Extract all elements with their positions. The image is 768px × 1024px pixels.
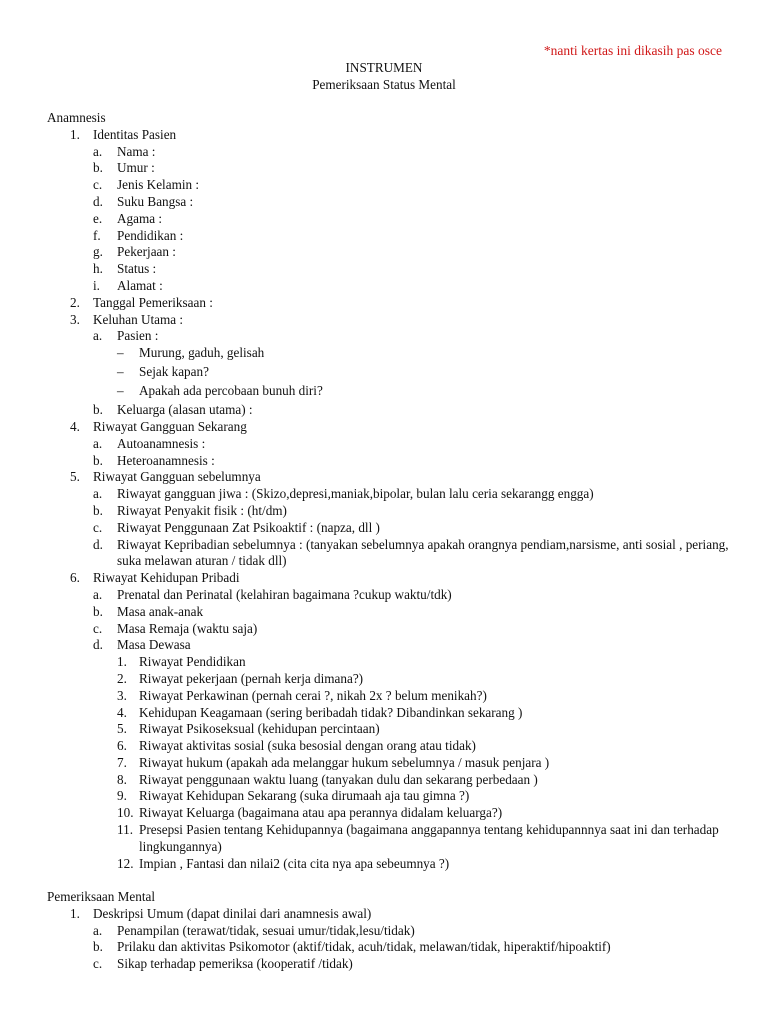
list-marker: d.: [93, 637, 103, 653]
list-item-text: Masa Dewasa: [117, 637, 191, 653]
list-marker: 1.: [117, 654, 127, 670]
sub-item: [47, 261, 747, 278]
sub-item: [47, 278, 747, 295]
list-item-text: Umur :: [117, 160, 155, 176]
numbered-sub-item: [47, 671, 747, 688]
list-marker: h.: [93, 261, 103, 277]
numbered-sub-item: [47, 654, 747, 671]
list-item-text: Kehidupan Keagamaan (sering beribadah tidak? Dibandinkan sekarang ): [139, 704, 523, 720]
numbered-sub-item: [47, 721, 747, 738]
list-item-text: Sikap terhadap pemeriksa (kooperatif /tidak): [117, 956, 353, 972]
sub-item: [47, 621, 747, 638]
list-marker: a.: [93, 143, 103, 159]
list-item-text: Presepsi Pasien tentang Kehidupannya (bagaimana anggapannya tentang kehidupannnya saat ini dan terhadap lingkungannya): [139, 822, 719, 854]
list-marker: a.: [93, 435, 103, 451]
list-marker: 8.: [117, 771, 127, 787]
list-marker: 1.: [70, 126, 80, 142]
osce-note: *nanti kertas ini dikasih pas osce: [543, 43, 722, 58]
list-marker: 3.: [117, 687, 127, 703]
list-marker: –: [117, 345, 124, 361]
list-item-text: Riwayat Pendidikan: [139, 654, 246, 670]
list-item-text: Tanggal Pemeriksaan :: [93, 294, 213, 310]
list-marker: b.: [93, 160, 103, 176]
list-item-text: Riwayat aktivitas sosial (suka besosial dengan orang atau tidak): [139, 738, 476, 754]
dash-item: [47, 364, 747, 383]
numbered-sub-item: [47, 688, 747, 705]
list-item-text: Murung, gaduh, gelisah: [139, 345, 265, 361]
list-marker: 1.: [70, 905, 80, 921]
sub-item: [47, 144, 747, 161]
sub-item: [47, 160, 747, 177]
sub-item: [47, 244, 747, 261]
section-heading-anamnesis: Anamnesis: [47, 110, 106, 125]
list-item-text: Riwayat Psikoseksual (kehidupan percintaan): [139, 721, 380, 737]
sub-item: [47, 604, 747, 621]
sub-item: [47, 503, 747, 520]
numbered-sub-item: [47, 755, 747, 772]
list-item-text: Riwayat pekerjaan (pernah kerja dimana?): [139, 670, 364, 686]
list-item-text: Pasien :: [117, 328, 159, 344]
list-item-text: Riwayat penggunaan waktu luang (tanyakan dulu dan sekarang perbedaan ): [139, 771, 538, 787]
list-marker: b.: [93, 452, 103, 468]
list-item-text: Riwayat Kehidupan Sekarang (suka dirumaah aja tau gimna ?): [139, 788, 470, 804]
list-item: [47, 419, 747, 436]
sub-item: [47, 436, 747, 453]
list-marker: a.: [93, 486, 103, 502]
list-item-text: Penampilan (terawat/tidak, sesuai umur/tidak,lesu/tidak): [117, 922, 415, 938]
sub-item: [47, 402, 747, 419]
list-item-text: Heteroanamnesis :: [117, 452, 215, 468]
list-marker: 2.: [70, 294, 80, 310]
sub-item: [47, 228, 747, 245]
list-item-text: Riwayat Keluarga (bagaimana atau apa perannya didalam keluarga?): [139, 805, 503, 821]
list-item: [47, 312, 747, 329]
list-item-text: Keluarga (alasan utama) :: [117, 402, 253, 418]
numbered-sub-item: [47, 856, 747, 873]
list-item-text: Prenatal dan Perinatal (kelahiran bagaimana ?cukup waktu/tdk): [117, 586, 452, 602]
list-item-text: Riwayat Gangguan sebelumnya: [93, 469, 261, 485]
list-item-text: Riwayat Kehidupan Pribadi: [93, 570, 240, 586]
list-marker: 6.: [70, 570, 80, 586]
list-marker: b.: [93, 939, 103, 955]
list-marker: c.: [93, 519, 103, 535]
dash-item: [47, 345, 747, 364]
sub-item: [47, 520, 747, 537]
sub-item: [47, 211, 747, 228]
list-marker: 9.: [117, 788, 127, 804]
list-marker: 5.: [70, 469, 80, 485]
list-marker: a.: [93, 586, 103, 602]
list-marker: d.: [93, 193, 103, 209]
list-item-text: Alamat :: [117, 277, 163, 293]
list-marker: c.: [93, 956, 103, 972]
list-item-text: Agama :: [117, 210, 163, 226]
list-marker: 10.: [117, 805, 134, 821]
sub-item: [47, 637, 747, 654]
numbered-sub-item: [47, 788, 747, 805]
list-marker: a.: [93, 328, 103, 344]
list-marker: 6.: [117, 738, 127, 754]
list-item: [47, 906, 747, 923]
list-item-text: Riwayat gangguan jiwa : (Skizo,depresi,maniak,bipolar, bulan lalu ceria sekarangg engga): [117, 486, 594, 502]
list-item-text: Riwayat Gangguan Sekarang: [93, 418, 247, 434]
list-item-text: Riwayat Penggunaan Zat Psikoaktif : (napza, dll ): [117, 519, 380, 535]
list-item-text: Identitas Pasien: [93, 126, 177, 142]
list-marker: 7.: [117, 754, 127, 770]
sub-item: [47, 486, 747, 503]
list-marker: d.: [93, 536, 103, 552]
list-item-text: Sejak kapan?: [139, 364, 209, 380]
list-item-text: Keluhan Utama :: [93, 311, 184, 327]
list-marker: b.: [93, 603, 103, 619]
list-marker: g.: [93, 244, 103, 260]
list-marker: a.: [93, 922, 103, 938]
list-item: [47, 570, 747, 587]
document-subtitle: Pemeriksaan Status Mental: [312, 77, 456, 92]
list-marker: 11.: [117, 822, 133, 838]
anamnesis-list: [47, 127, 747, 873]
list-item-text: Nama :: [117, 143, 156, 159]
list-item-text: Masa Remaja (waktu saja): [117, 620, 258, 636]
sub-item: [47, 177, 747, 194]
numbered-sub-item: [47, 822, 747, 856]
list-marker: –: [117, 383, 124, 399]
list-marker: 12.: [117, 855, 134, 871]
sub-item: [47, 587, 747, 604]
list-item: [47, 469, 747, 486]
list-marker: b.: [93, 402, 103, 418]
list-item-text: Jenis Kelamin :: [117, 177, 200, 193]
list-marker: i.: [93, 277, 100, 293]
list-marker: b.: [93, 502, 103, 518]
list-item-text: Prilaku dan aktivitas Psikomotor (aktif/tidak, acuh/tidak, melawan/tidak, hiperaktif/hipoaktif): [117, 939, 611, 955]
list-item-text: Riwayat Kepribadian sebelumnya : (tanyakan sebelumnya apakah orangnya pendiam,narsisme, anti sosial , periang, suka melawan aturan / tidak dll): [117, 536, 729, 569]
list-item-text: Pekerjaan :: [117, 244, 176, 260]
sub-item: [47, 194, 747, 211]
list-marker: 5.: [117, 721, 127, 737]
mental-exam-section: [47, 889, 747, 973]
list-marker: c.: [93, 620, 103, 636]
list-item-text: Masa anak-anak: [117, 603, 204, 619]
list-item-text: Suku Bangsa :: [117, 193, 194, 209]
list-marker: c.: [93, 177, 103, 193]
sub-item: [47, 328, 747, 345]
list-item: [47, 127, 747, 144]
list-marker: e.: [93, 210, 103, 226]
sub-item: [47, 939, 747, 956]
list-item-text: Riwayat Perkawinan (pernah cerai ?, nikah 2x ? belum menikah?): [139, 687, 487, 703]
list-marker: f.: [93, 227, 101, 243]
mental-exam-list: [47, 906, 747, 973]
numbered-sub-item: [47, 772, 747, 789]
list-marker: 2.: [117, 670, 127, 686]
list-item: [47, 295, 747, 312]
list-marker: –: [117, 364, 124, 380]
anamnesis-section: [47, 110, 747, 872]
list-marker: 4.: [70, 418, 80, 434]
list-item-text: Pendidikan :: [117, 227, 184, 243]
sub-item: [47, 453, 747, 470]
numbered-sub-item: [47, 738, 747, 755]
section-heading-mental-exam: Pemeriksaan Mental: [47, 889, 156, 904]
list-item-text: Riwayat hukum (apakah ada melanggar hukum sebelumnya / masuk penjara ): [139, 754, 550, 770]
sub-item: [47, 923, 747, 940]
list-item-text: Riwayat Penyakit fisik : (ht/dm): [117, 502, 287, 518]
list-item-text: Status :: [117, 261, 157, 277]
dash-item: [47, 383, 747, 402]
numbered-sub-item: [47, 805, 747, 822]
list-marker: 3.: [70, 311, 80, 327]
list-item-text: Deskripsi Umum (dapat dinilai dari anamnesis awal): [93, 905, 372, 921]
numbered-sub-item: [47, 705, 747, 722]
sub-item: [47, 537, 747, 571]
list-marker: 4.: [117, 704, 127, 720]
list-item-text: Apakah ada percobaan bunuh diri?: [139, 383, 323, 399]
document-title: INSTRUMEN: [345, 60, 423, 75]
list-item-text: Autoanamnesis :: [117, 435, 206, 451]
sub-item: [47, 956, 747, 973]
list-item-text: Impian , Fantasi dan nilai2 (cita cita nya apa sebeumnya ?): [139, 855, 450, 871]
